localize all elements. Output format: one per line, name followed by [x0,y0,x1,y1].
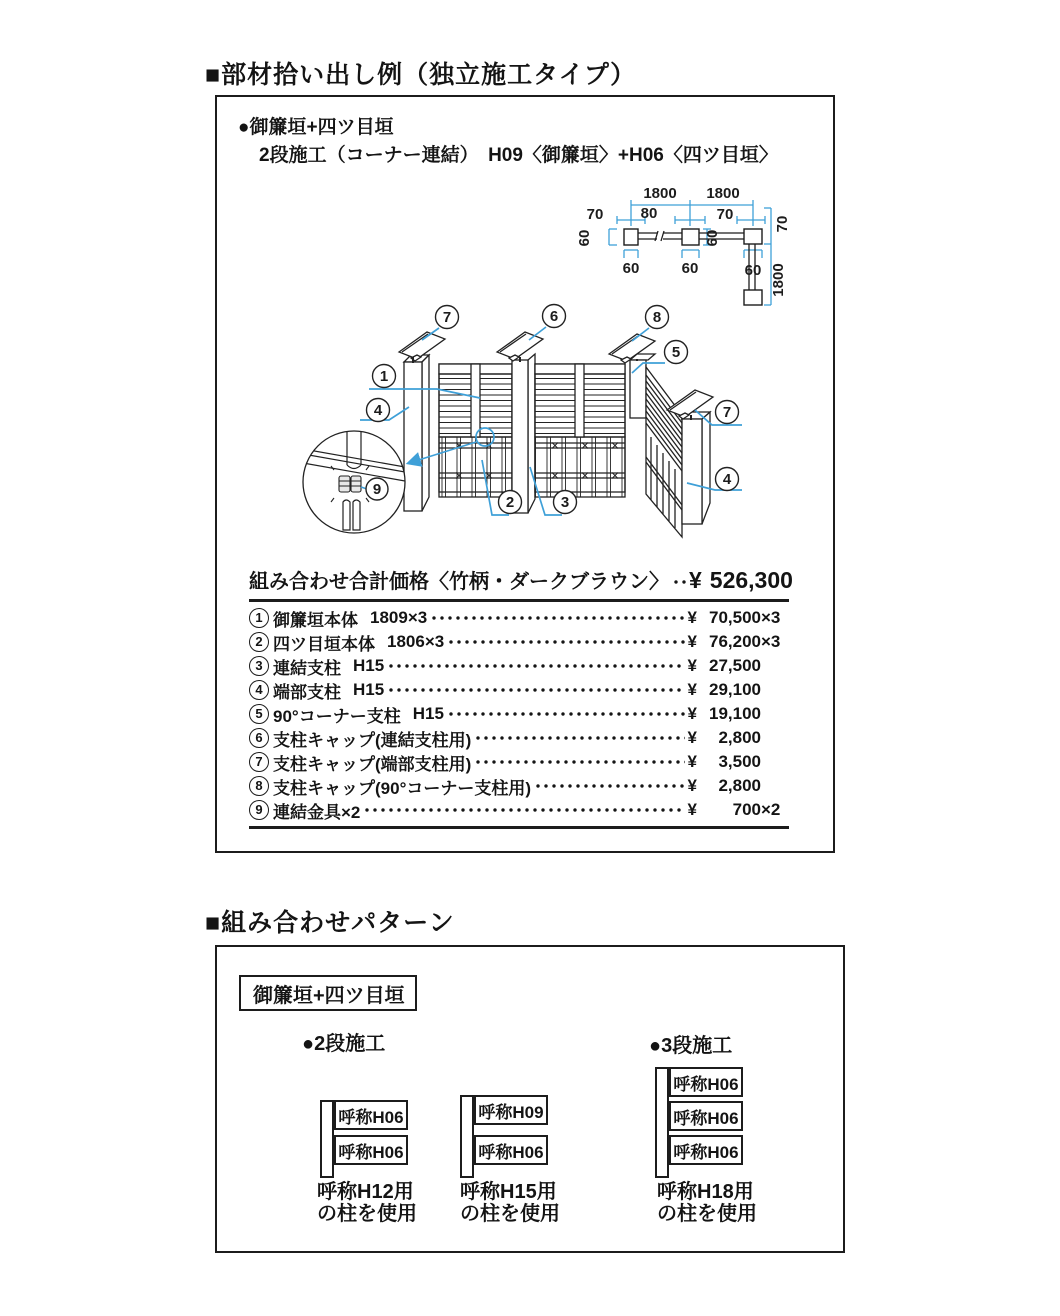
leader-dots [534,782,685,790]
yen-icon: ¥ [687,680,697,699]
svg-text:6: 6 [549,308,559,325]
svg-text:2: 2 [505,494,515,511]
item-number-badge: 2 [249,632,269,652]
yen-icon: ¥ [687,608,697,627]
price-row: 9 連結金具×2 ¥ 700 ×2 [249,798,789,822]
svg-text:1800: 1800 [643,185,677,202]
item-number-badge: 7 [249,752,269,772]
svg-text:8: 8 [652,309,662,326]
svg-text:60: 60 [576,229,593,247]
link-cap [497,332,543,361]
leader-dots [387,662,684,670]
panel-box: 呼称H06 [669,1135,743,1165]
leader-dots [447,638,684,646]
divider [249,826,789,829]
callout-6 [543,305,566,328]
callout-7-left [436,306,459,329]
section1-subtitle-2: 2段施工（コーナー連結） H09〈御簾垣〉+H06〈四ツ目垣〉 [259,145,778,166]
svg-text:1800: 1800 [706,185,740,202]
svg-text:60: 60 [622,260,640,277]
callout-1 [373,365,396,388]
section2-title: ■組み合わせパターン [205,909,455,937]
item-number-badge: 4 [249,680,269,700]
price-row: 7 支柱キャップ(端部支柱用) ¥ 3,500 [249,750,789,774]
yen-icon: ¥ [687,632,697,651]
svg-text:70: 70 [774,215,791,233]
svg-text:5: 5 [671,344,681,361]
detail-circle [303,427,405,533]
leader-dots [363,806,684,814]
price-list [249,565,793,829]
yen-icon: ¥ [687,776,697,795]
callout-4-left [367,399,390,422]
panel-box: 呼称H06 [334,1100,408,1130]
yen-icon: ¥ [687,704,697,723]
panel-box: 呼称H06 [334,1135,408,1165]
callout-5 [665,341,688,364]
svg-text:4: 4 [722,471,732,488]
pattern-caption: 呼称H15用 の柱を使用 [460,1181,560,1225]
panel-box: 呼称H06 [474,1135,548,1165]
leader-dots [672,578,686,586]
item-number-badge: 8 [249,776,269,796]
callout-3 [554,491,577,514]
svg-text:7: 7 [442,309,452,326]
divider [249,599,789,602]
callout-9 [366,478,388,500]
item-number-badge: 5 [249,704,269,724]
price-row: 4 端部支柱 H15 ¥ 29,100 [249,678,789,702]
pattern-caption: 呼称H18用 の柱を使用 [657,1181,757,1225]
heading-3dan: ●3段施工 [649,1035,733,1057]
callout-7-right [716,401,739,424]
svg-text:9: 9 [372,481,382,498]
panel-box: 呼称H09 [474,1095,548,1125]
callout-2 [499,491,522,514]
svg-text:60: 60 [744,262,762,279]
fence-illustration [287,297,765,569]
section1-subtitle-1: ●御簾垣+四ツ目垣 [238,117,394,138]
price-row: 1 御簾垣本体 1809×3 ¥ 70,500 ×3 [249,606,789,630]
post-bar [460,1095,474,1178]
price-row: 2 四ツ目垣本体 1806×3 ¥ 76,200 ×3 [249,630,789,654]
item-number-badge: 6 [249,728,269,748]
yen-icon: ¥ [689,567,702,593]
price-row: 8 支柱キャップ(90°コーナー支柱用) ¥ 2,800 [249,774,789,798]
svg-text:3: 3 [560,494,570,511]
svg-text:70: 70 [586,206,604,223]
pattern-caption: 呼称H12用 の柱を使用 [317,1181,417,1225]
callout-8 [646,306,669,329]
section1-box [215,95,835,853]
svg-text:80: 80 [640,205,658,222]
leader-dots [430,614,684,622]
dimension-lines [609,200,771,305]
yen-icon: ¥ [687,728,697,747]
leader-dots [474,758,684,766]
svg-text:1: 1 [379,368,389,385]
price-total-amount: 526,300 [709,567,793,593]
heading-2dan: ●2段施工 [302,1033,386,1055]
leader-dots [447,710,685,718]
post-bar [320,1100,334,1178]
item-number-badge: 3 [249,656,269,676]
svg-text:60: 60 [681,260,699,277]
panel-box: 呼称H06 [669,1101,743,1131]
price-total-row [249,565,793,599]
leader-dots [387,686,684,694]
callout-4-right [716,468,739,491]
price-row: 3 連結支柱 H15 ¥ 27,500 [249,654,789,678]
svg-text:60: 60 [704,229,721,247]
panel-box: 呼称H06 [669,1067,743,1097]
section2-box [215,945,845,1253]
svg-text:1800: 1800 [770,263,787,297]
price-total-label: 組み合わせ合計価格〈竹柄・ダークブラウン〉 [249,571,669,593]
price-row: 5 90°コーナー支柱 H15 ¥ 19,100 [249,702,789,726]
price-row: 6 支柱キャップ(連結支柱用) ¥ 2,800 [249,726,789,750]
yen-icon: ¥ [687,800,697,819]
yen-icon: ¥ [687,656,697,675]
svg-text:70: 70 [716,206,734,223]
svg-text:7: 7 [722,404,732,421]
item-number-badge: 1 [249,608,269,628]
yen-icon: ¥ [687,752,697,771]
section1-title: ■部材拾い出し例（独立施工タイプ） [205,61,637,89]
post-bar [655,1067,669,1178]
svg-text:4: 4 [373,402,383,419]
item-number-badge: 9 [249,800,269,820]
combo-label: 御簾垣+四ツ目垣 [239,975,417,1011]
leader-dots [474,734,684,742]
